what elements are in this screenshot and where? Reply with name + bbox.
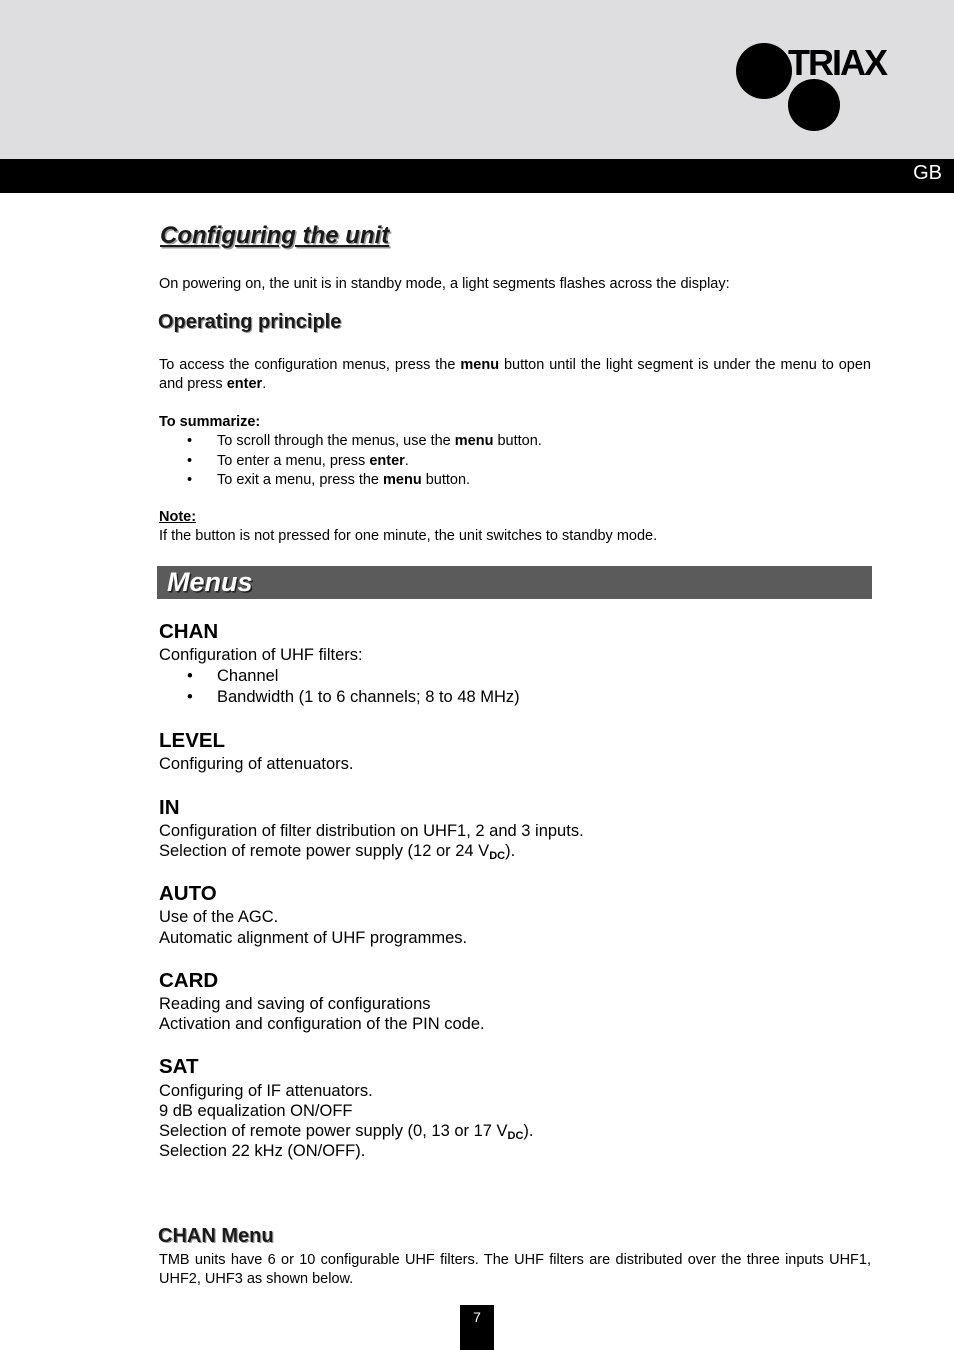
list-item: • Channel	[159, 666, 520, 687]
chan-description: Configuration of UHF filters:	[159, 646, 363, 664]
note-label: Note:	[159, 509, 197, 525]
chan-list	[159, 666, 520, 708]
card-line-1: Reading and saving of configurations	[159, 995, 431, 1013]
summary-list	[159, 432, 542, 491]
logo-text: TRIAX	[788, 43, 886, 83]
operating-paragraph: To access the configuration menus, press the menu button until the light segment is under the menu to open and press enter.	[159, 357, 871, 392]
sat-heading: SAT	[159, 1055, 199, 1078]
chan-menu-text: TMB units have 6 or 10 configurable UHF filters. The UHF filters are distributed over the three inputs UHF1, UHF2, UHF3 as shown below.	[159, 1252, 871, 1287]
sat-line-1: Configuring of IF attenuators.	[159, 1082, 373, 1100]
menus-heading-bar	[157, 566, 872, 599]
triax-logo	[734, 43, 914, 133]
level-description: Configuring of attenuators.	[159, 755, 354, 773]
section-title-configuring: Configuring the unit	[160, 222, 390, 249]
in-line-1: Configuration of filter distribution on UHF1, 2 and 3 inputs.	[159, 822, 584, 840]
level-heading: LEVEL	[159, 729, 226, 752]
summary-label: To summarize:	[159, 414, 261, 430]
chan-menu-title: CHAN Menu	[158, 1225, 274, 1247]
section-title-operating: Operating principle	[158, 311, 342, 333]
sat-line-3: Selection of remote power supply (0, 13 or 17 $V_{DC}$).	[159, 1122, 534, 1142]
list-item: • To scroll through the menus, use the menu button.	[159, 432, 542, 452]
in-heading: IN	[159, 796, 180, 819]
sat-line-4: Selection 22 kHz (ON/OFF).	[159, 1142, 366, 1160]
auto-line-2: Automatic alignment of UHF programmes.	[159, 929, 468, 947]
card-line-2: Activation and configuration of the PIN code.	[159, 1015, 485, 1033]
sat-line-2: 9 dB equalization ON/OFF	[159, 1102, 353, 1120]
list-item: • Bandwidth (1 to 6 channels; 8 to 48 MHz)	[159, 687, 520, 708]
in-line-2: Selection of remote power supply (12 or 24 $V_{DC}$).	[159, 842, 516, 862]
note-text: If the button is not pressed for one minute, the unit switches to standby mode.	[159, 528, 658, 544]
auto-heading: AUTO	[159, 882, 217, 905]
card-heading: CARD	[159, 969, 219, 992]
list-item: • To exit a menu, press the menu button.	[159, 471, 542, 491]
language-bar	[0, 159, 954, 193]
configuring-intro: On powering on, the unit is in standby mode, a light segments flashes across the display:	[159, 276, 730, 292]
page-number: 7	[460, 1305, 494, 1350]
list-item: • To enter a menu, press enter.	[159, 452, 542, 472]
language-code: GB	[913, 162, 942, 184]
auto-line-1: Use of the AGC.	[159, 908, 279, 926]
chan-heading: CHAN	[159, 620, 219, 643]
menus-title: Menus	[167, 567, 253, 597]
